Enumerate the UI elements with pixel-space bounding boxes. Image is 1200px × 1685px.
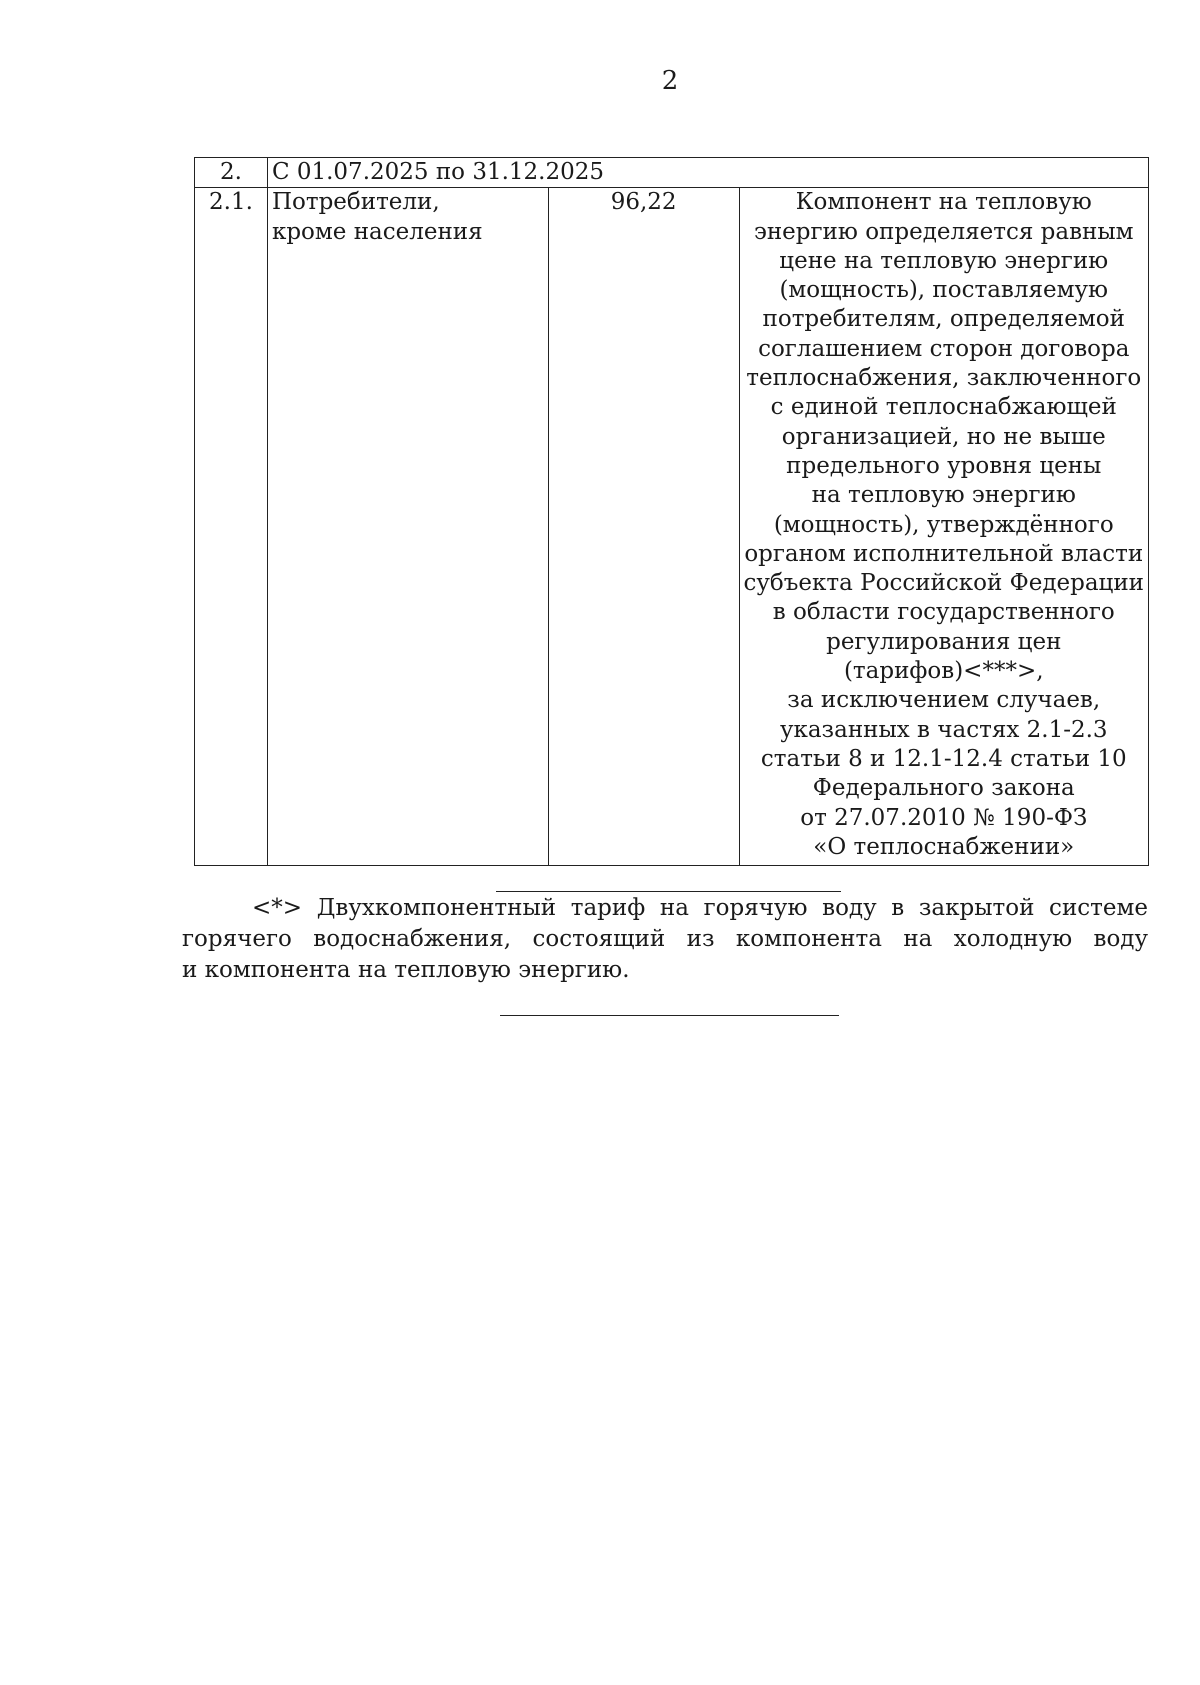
note-line: в области государственного (772, 599, 1115, 626)
note-line: (мощность), поставляемую (779, 277, 1109, 304)
footnote-line: горячего водоснабжения, состоящий из компонента на холодную воду (182, 926, 1148, 952)
footnote-paragraph (182, 893, 1148, 924)
tariff-table (194, 157, 1149, 866)
page-number: 2 (661, 66, 679, 96)
note-line: (мощность), утверждённого (773, 511, 1114, 538)
note-line: цене на тепловую энергию (779, 247, 1109, 274)
note-line: органом исполнительной власти (744, 540, 1144, 567)
note-line: от 27.07.2010 № 190-ФЗ (800, 804, 1088, 831)
footnote-separator (496, 891, 841, 892)
note-line: предельного уровня цены (786, 452, 1102, 479)
note-line: соглашением сторон договора (758, 335, 1130, 362)
table-row-data (195, 188, 1149, 866)
note-line: за исключением случаев, (787, 687, 1101, 714)
footnote-line: <*> Двухкомпонентный тариф на горячую воду в закрытой системе (252, 895, 1148, 921)
note-line: организацией, но не выше (781, 423, 1106, 450)
consumer-line: Потребители, (271, 189, 440, 216)
end-separator (500, 1015, 839, 1016)
note-line: «О теплоснабжении» (813, 833, 1075, 860)
consumer-cell (267, 188, 548, 866)
note-line: потребителям, определяемой (762, 306, 1125, 333)
note-line: указанных в частях 2.1-2.3 (779, 716, 1108, 743)
note-line: статьи 8 и 12.1-12.4 статьи 10 (760, 745, 1127, 772)
period-cell: С 01.07.2025 по 31.12.2025 (267, 158, 1148, 188)
note-cell (739, 188, 1148, 866)
note-line: энергию определяется равным (753, 218, 1134, 245)
row-number: 2. (195, 158, 268, 188)
note-line: на тепловую энергию (811, 482, 1076, 509)
note-line: субъекта Российской Федерации (743, 570, 1144, 597)
row-number: 2.1. (195, 188, 268, 866)
value-cell: 96,22 (548, 188, 739, 866)
note-line: регулирования цен (826, 628, 1062, 655)
consumer-line: кроме населения (271, 218, 483, 245)
note-line: Федерального закона (812, 775, 1075, 802)
footnote-line: и компонента на тепловую энергию. (182, 957, 630, 983)
note-line: (тарифов)<***>, (843, 658, 1044, 685)
table-row-period (195, 158, 1149, 188)
note-line: Компонент на тепловую (795, 189, 1092, 216)
note-line: с единой теплоснабжающей (770, 394, 1117, 421)
footnote (182, 893, 1148, 986)
note-line: теплоснабжения, заключенного (746, 365, 1142, 392)
